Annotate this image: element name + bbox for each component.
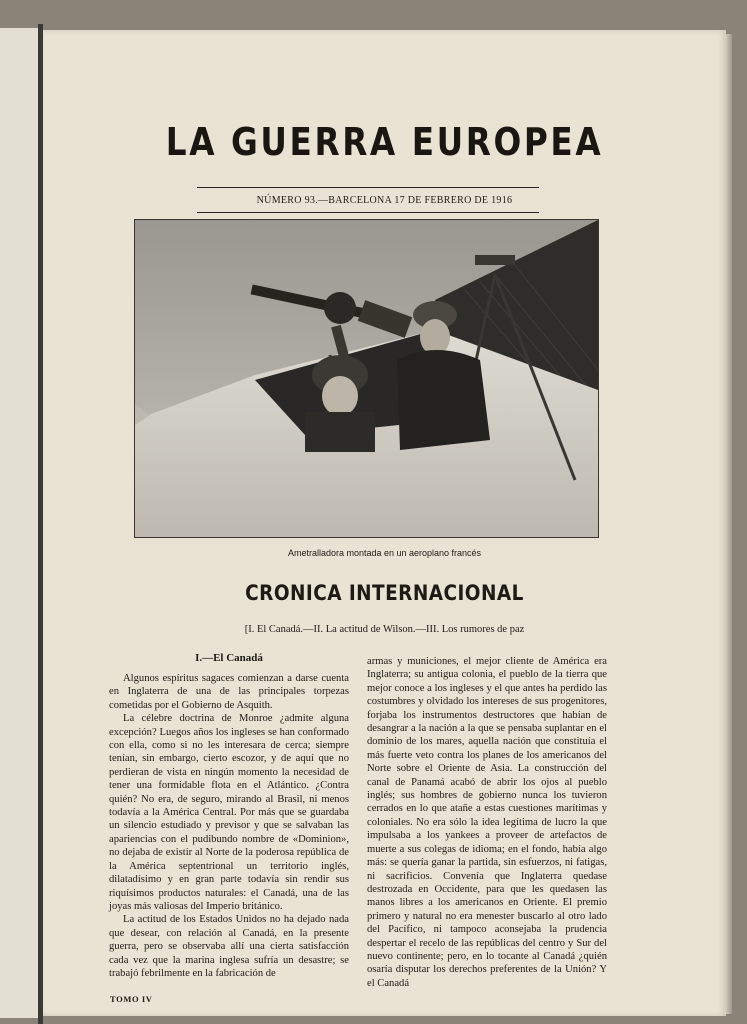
masthead-title: LA GUERRA EUROPEA <box>165 120 604 164</box>
text-column-left <box>109 672 349 980</box>
previous-page-edge <box>0 28 41 1018</box>
masthead-rule-bottom <box>197 212 539 213</box>
paragraph: La célebre doctrina de Monroe ¿admite alguna excepción? Luegos años los ingleses se han conformado con ella, como si no les interesara de cerca; siempre tenían, sin embargo, cierto escozor, y de aquí que no perdieran de vista en ningún momento la necesidad de tener una formidable flota en el Atlántico. ¿Contra quién? No era, de seguro, mirando al Brasil, ni menos todavía a la América Central. Por más que se guardaba un silencio estudiado y previsor y que se salvaban las apariencias con el pudibundo nombre de «Dominion», no dejaba de existir al Norte de la poderosa república de la América septentrional un territorio inglés, dilatadísimo y en gran parte todavía sin rendir sus riquísimos productos naturales: el Canadá, una de las joyas más valiosas del Imperio británico. <box>109 713 349 912</box>
biplane-machine-gun-photo <box>134 219 599 538</box>
section-heading: I.—El Canadá <box>195 652 263 664</box>
paragraph: armas y municiones, el mejor cliente de América era Inglaterra; su antigua colonia, el pueblo de la tierra que mejor conoce a los ingleses y el que antes ha perdido las costumbres y olvidado los intereses de sus progenitores, forjaba los instrumentos destructores que habían de desangrar a la nación a la que se pensaba suplantar en el dominio de los mares, aquella nación que constituía el más fuerte veto contra los planes de los americanos del Norte sobre el Oriente de Asia. La construcción del canal de Panamá acabó de abrir los ojos al pueblo inglés; sus hombres de gobierno nunca los tuvieron cerrados en lo que atañe a estas cuestiones marítimas y coloniales. No era sólo la idea legítima de lucro la que impulsaba a los yankees a proveer de artefactos de muerte a sus colegas de idioma; en el fondo, había algo más: se quería ganar la partida, sin esfuerzos, ni fatigas, ni sacrificios. Convenía que Inglaterra quedase destrozada en Occidente, para que les quedasen las manos libres a los americanos en Oriente. El premio primero y natural no era menester buscarlo al otro lado del Pacífico, ni tampoco aconsejaba la prudencia despertar el recelo de las repúblicas del centro y Sur del nuevo continente; pero, en lo tocante al Canadá ¿quién osaría disputar los derechos preferentes de la Unión? Y el Canadá <box>367 656 607 989</box>
magazine-page <box>43 30 726 1016</box>
volume-footer: TOMO IV <box>110 994 153 1004</box>
article-title: CRONICA INTERNACIONAL <box>245 581 524 605</box>
paragraph: La actitud de los Estados Unidos no ha dejado nada que desear, con relación al Canadá, en la presente guerra, pero se observaba allí una cierta satisfacción cada vez que la marina inglesa sufría un desastre; se trabajó febrilmente en la fabricación de <box>109 914 349 979</box>
masthead-rule-top <box>197 187 539 188</box>
paragraph: Algunos espíritus sagaces comienzan a darse cuenta en Inglaterra de una de las principales torpezas cometidas por el Gobierno de Asquith. <box>109 673 349 711</box>
article-summary: [I. El Canadá.—II. La actitud de Wilson.—III. Los rumores de paz <box>244 624 525 635</box>
issue-line: NÚMERO 93.—BARCELONA 17 DE FEBRERO DE 1916 <box>256 195 513 206</box>
text-column-right <box>367 655 607 990</box>
photo-caption: Ametralladora montada en un aeroplano francés <box>287 548 482 558</box>
page-stack-edge <box>726 34 732 1014</box>
